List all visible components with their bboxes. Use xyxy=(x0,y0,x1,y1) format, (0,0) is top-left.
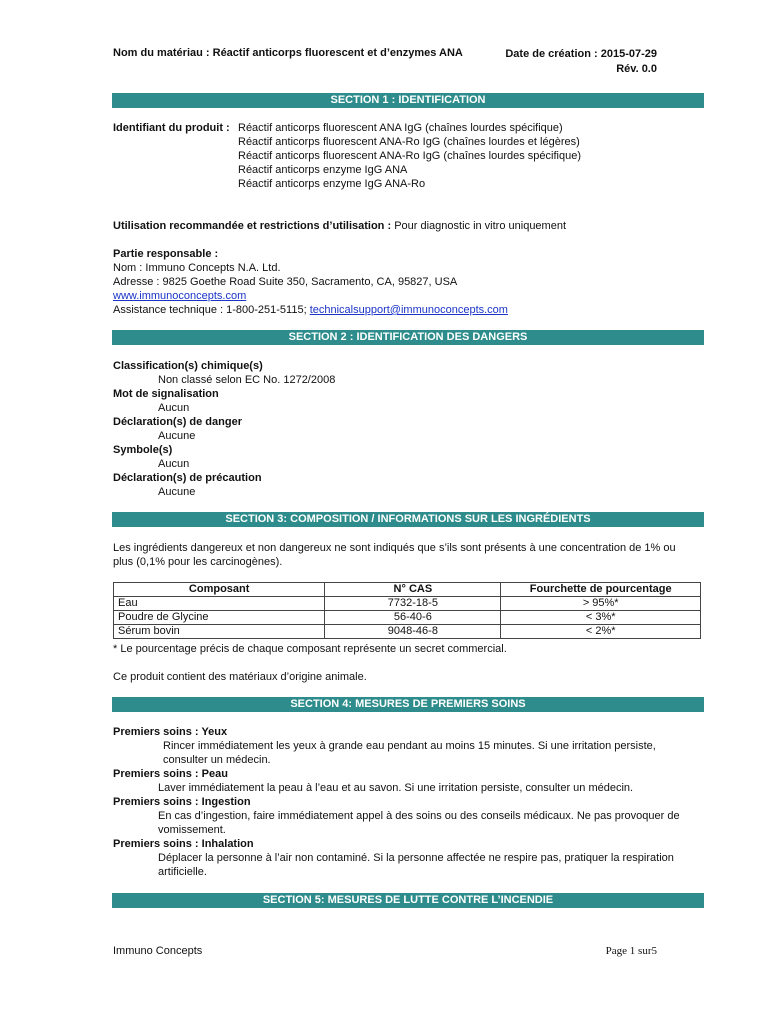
hazard-label: Déclaration(s) de danger xyxy=(113,416,242,428)
creation-date: Date de création : 2015-07-29 xyxy=(505,48,657,60)
column-header: N° CAS xyxy=(325,583,501,597)
animal-origin-note: Ce produit contient des matériaux d’origine animale. xyxy=(113,671,367,683)
column-header: Composant xyxy=(114,583,325,597)
section-5-header: SECTION 5: MESURES DE LUTTE CONTRE L’INCENDIE xyxy=(112,893,704,908)
first-aid-ingestion-text: vomissement. xyxy=(158,824,226,836)
composition-table xyxy=(113,582,701,639)
hazard-value: Non classé selon EC No. 1272/2008 xyxy=(158,374,336,386)
material-name: Nom du matériau : Réactif anticorps fluorescent et d’enzymes ANA xyxy=(113,47,463,59)
document-date-block xyxy=(480,47,657,77)
page-number-text: Page 1 sur5 xyxy=(605,945,657,957)
table-row xyxy=(114,597,701,611)
product-line: Réactif anticorps enzyme IgG ANA-Ro xyxy=(238,178,426,190)
footer-company: Immuno Concepts xyxy=(113,945,203,957)
table-cell: Eau xyxy=(114,597,325,611)
responsible-party-label: Partie responsable : xyxy=(113,248,219,260)
table-header-row xyxy=(114,583,701,597)
product-line: Réactif anticorps fluorescent ANA-Ro IgG (chaînes lourdes spécifique) xyxy=(238,150,581,162)
section-4-header: SECTION 4: MESURES DE PREMIERS SOINS xyxy=(112,697,704,712)
first-aid-inhalation-text: Déplacer la personne à l’air non contaminé. Si la personne affectée ne respire pas, pratiquer la respiration xyxy=(158,852,674,864)
support-email-link[interactable]: technicalsupport@immunoconcepts.com xyxy=(309,304,508,316)
section-1-header: SECTION 1 : IDENTIFICATION xyxy=(112,93,704,108)
table-cell: 9048-46-8 xyxy=(325,625,501,639)
hazard-label: Symbole(s) xyxy=(113,444,173,456)
recommended-use-label: Utilisation recommandée et restrictions d’utilisation : xyxy=(113,220,392,232)
table-cell: Poudre de Glycine xyxy=(114,611,325,625)
table-cell: > 95%* xyxy=(501,597,701,611)
first-aid-eyes-label: Premiers soins : Yeux xyxy=(113,726,228,738)
website-line xyxy=(113,289,246,303)
company-address: Adresse : 9825 Goethe Road Suite 350, Sacramento, CA, 95827, USA xyxy=(113,276,458,288)
first-aid-inhalation-label: Premiers soins : Inhalation xyxy=(113,838,254,850)
technical-assistance-line xyxy=(113,303,508,317)
first-aid-eyes-text: Rincer immédiatement les yeux à grande eau pendant au moins 15 minutes. Si une irritation persiste, xyxy=(163,740,656,752)
first-aid-eyes-text: consulter un médecin. xyxy=(163,754,271,766)
company-name: Nom : Immuno Concepts N.A. Ltd. xyxy=(113,262,281,274)
first-aid-inhalation-text: artificielle. xyxy=(158,866,207,878)
table-row xyxy=(114,611,701,625)
technical-assistance-phone: Assistance technique : 1-800-251-5115; xyxy=(113,304,310,316)
product-identifier-label: Identifiant du produit : xyxy=(113,122,230,134)
website-link[interactable]: www.immunoconcepts.com xyxy=(113,290,247,302)
hazard-label: Déclaration(s) de précaution xyxy=(113,472,262,484)
hazard-value: Aucune xyxy=(158,430,196,442)
first-aid-ingestion-label: Premiers soins : Ingestion xyxy=(113,796,251,808)
hazard-value: Aucun xyxy=(158,402,190,414)
table-cell: < 3%* xyxy=(501,611,701,625)
product-line: Réactif anticorps fluorescent ANA-Ro IgG (chaînes lourdes et légères) xyxy=(238,136,580,148)
section-3-header: SECTION 3: COMPOSITION / INFORMATIONS SUR LES INGRÉDIENTS xyxy=(112,512,704,527)
first-aid-ingestion-text: En cas d’ingestion, faire immédiatement appel à des soins ou des conseils médicaux. Ne pas provoquer de xyxy=(158,810,680,822)
recommended-use-value: Pour diagnostic in vitro uniquement xyxy=(394,220,567,232)
table-cell: < 2%* xyxy=(501,625,701,639)
hazard-value: Aucun xyxy=(158,458,190,470)
column-header: Fourchette de pourcentage xyxy=(501,583,701,597)
composition-intro-line: plus (0,1% pour les carcinogènes). xyxy=(113,556,283,568)
section-2-header: SECTION 2 : IDENTIFICATION DES DANGERS xyxy=(112,330,704,345)
footer-page-number xyxy=(560,945,657,957)
hazard-value: Aucune xyxy=(158,486,196,498)
table-cell: 56-40-6 xyxy=(325,611,501,625)
composition-intro-line: Les ingrédients dangereux et non dangereux ne sont indiqués que s’ils sont présents à une concentration de 1% ou xyxy=(113,542,676,554)
hazard-label: Classification(s) chimique(s) xyxy=(113,360,263,372)
first-aid-skin-label: Premiers soins : Peau xyxy=(113,768,228,780)
recommended-use xyxy=(113,219,566,233)
hazard-label: Mot de signalisation xyxy=(113,388,219,400)
product-line: Réactif anticorps fluorescent ANA IgG (chaînes lourdes spécifique) xyxy=(238,122,563,134)
first-aid-skin-text: Laver immédiatement la peau à l’eau et au savon. Si une irritation persiste, consulter un médecin. xyxy=(158,782,634,794)
product-line: Réactif anticorps enzyme IgG ANA xyxy=(238,164,408,176)
table-row xyxy=(114,625,701,639)
table-cell: 7732-18-5 xyxy=(325,597,501,611)
composition-footnote: * Le pourcentage précis de chaque composant représente un secret commercial. xyxy=(113,643,507,655)
table-cell: Sérum bovin xyxy=(114,625,325,639)
revision: Rév. 0.0 xyxy=(616,63,657,75)
